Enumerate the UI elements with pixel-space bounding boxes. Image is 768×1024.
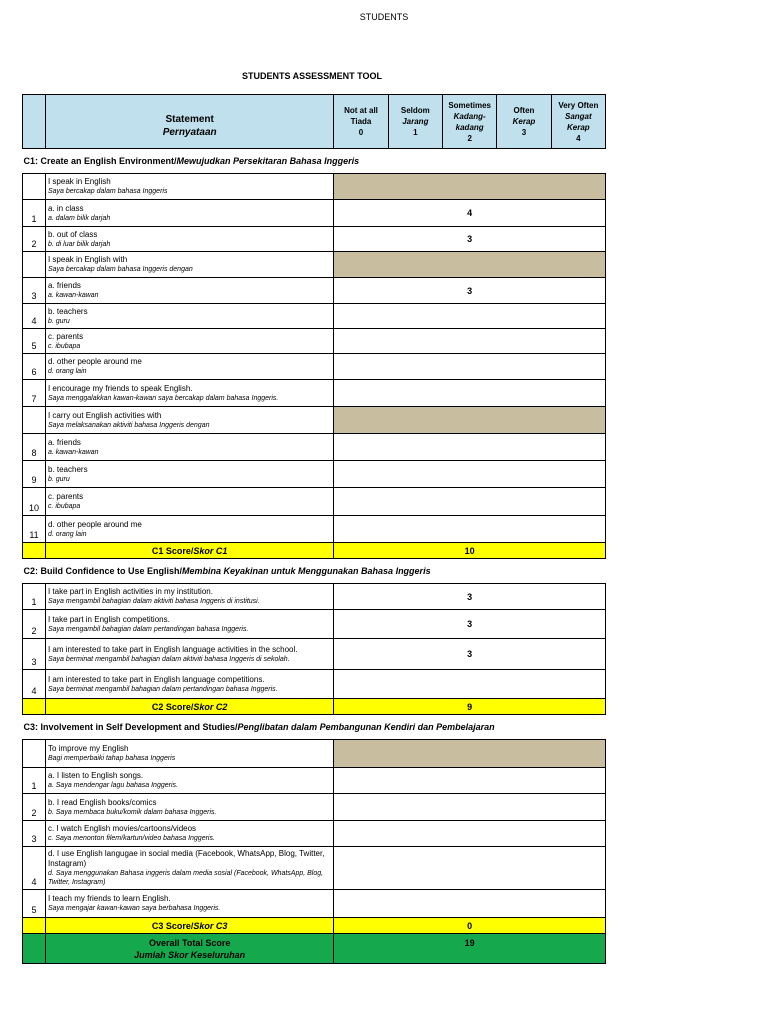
statement-en: a. I listen to English songs. <box>47 771 144 780</box>
section-title-en: C3: Involvement in Self Development and Studies/ <box>23 722 238 732</box>
score-cell[interactable] <box>334 488 606 516</box>
item-number: 2 <box>23 794 46 821</box>
section-title-ms: Membina Keyakinan untuk Menggunakan Bahasa Inggeris <box>182 566 431 576</box>
score-cell[interactable]: 3 <box>334 227 606 252</box>
score-cell[interactable] <box>334 354 606 380</box>
section-score-value: 9 <box>334 699 606 715</box>
score-cell[interactable]: 3 <box>334 278 606 304</box>
item-number: 2 <box>23 227 46 252</box>
statement-ms: a. kawan-kawan <box>47 448 99 456</box>
table-row <box>23 434 606 461</box>
statement-en: a. friends <box>47 281 81 290</box>
overall-score-label: Overall Total Score Jumlah Skor Keseluruhan <box>45 934 333 964</box>
table-row <box>23 821 606 847</box>
statement-cell <box>45 794 333 821</box>
table-row <box>23 516 606 543</box>
statement-cell <box>45 516 333 543</box>
statement-ms: b. Saya membaca buku/komik dalam bahasa Inggeris. <box>47 808 217 816</box>
statement-ms: c. ibubapa <box>47 342 81 350</box>
score-cell[interactable] <box>334 516 606 543</box>
item-number: 1 <box>23 768 46 794</box>
item-number: 11 <box>23 516 46 543</box>
statement-ms: d. orang lain <box>47 368 87 375</box>
score-cell[interactable] <box>334 890 606 918</box>
item-number <box>23 740 46 768</box>
statement-cell <box>45 174 333 200</box>
score-cell[interactable]: 3 <box>334 639 606 670</box>
section-title <box>23 559 606 584</box>
statement-ms: Saya mengajar kawan-kawan saya berbahasa Inggeris. <box>47 905 221 912</box>
score-cell[interactable] <box>334 768 606 794</box>
statement-ms: Saya melaksanakan aktiviti bahasa Inggeris dengan <box>47 421 210 429</box>
statement-cell <box>45 740 333 768</box>
statement-en: b. teachers <box>47 306 88 316</box>
statement-en: a. friends <box>47 437 81 447</box>
shaded-score-cell <box>334 252 606 278</box>
statement-cell <box>45 329 333 354</box>
item-number <box>23 174 46 200</box>
item-number: 3 <box>23 639 46 670</box>
item-number: 4 <box>23 847 46 890</box>
statement-ms: c. Saya menonton filem/kartun/video bahasa Inggeris. <box>47 835 215 842</box>
page-header: STUDENTS <box>359 12 409 22</box>
item-number: 3 <box>23 821 46 847</box>
statement-en: b. I read English books/comics <box>47 797 157 807</box>
statement-en: I am interested to take part in English language activities in the school. <box>47 644 298 654</box>
score-cell[interactable] <box>334 794 606 821</box>
score-cell[interactable]: 3 <box>334 610 606 639</box>
table-row <box>23 174 606 200</box>
section-score-label: C1 Score/Skor C1 <box>45 543 333 559</box>
statement-ms: c. ibubapa <box>47 503 81 510</box>
table-row <box>23 794 606 821</box>
statement-en: c. I watch English movies/cartoons/videos <box>47 824 197 833</box>
statement-cell <box>45 488 333 516</box>
table-row <box>23 200 606 227</box>
statement-label: Statement <box>165 113 214 125</box>
statement-cell <box>45 768 333 794</box>
statement-cell <box>45 434 333 461</box>
section-header-c2 <box>23 559 606 584</box>
document-title: STUDENTS ASSESSMENT TOOL <box>241 71 382 81</box>
statement-en: I take part in English activities in my institution. <box>47 587 213 596</box>
score-cell[interactable] <box>334 329 606 354</box>
statement-cell <box>45 461 333 488</box>
statement-cell <box>45 304 333 329</box>
table-row <box>23 329 606 354</box>
statement-en: b. out of class <box>47 229 98 239</box>
table-row <box>23 278 606 304</box>
item-number: 9 <box>23 461 46 488</box>
table-row <box>23 639 606 670</box>
item-number <box>23 252 46 278</box>
item-number: 5 <box>23 890 46 918</box>
statement-cell <box>45 407 333 434</box>
statement-en: To improve my English <box>47 744 129 753</box>
statement-en: d. other people around me <box>47 357 142 366</box>
section-score-value: 10 <box>334 543 606 559</box>
statement-ms: Saya mengambil bahagian dalam pertandingan bahasa Inggeris. <box>47 625 249 633</box>
statement-ms: a. dalam bilik darjah <box>47 214 111 222</box>
statement-en: a. in class <box>47 203 84 213</box>
number-column-header <box>23 95 46 149</box>
score-cell[interactable] <box>334 304 606 329</box>
statement-cell <box>45 821 333 847</box>
score-cell[interactable] <box>334 847 606 890</box>
table-row <box>23 488 606 516</box>
section-header-c1 <box>23 149 606 174</box>
score-cell[interactable]: 4 <box>334 200 606 227</box>
statement-cell <box>45 252 333 278</box>
section-score-row-c1 <box>23 543 606 559</box>
statement-ms: Saya menggalakkan kawan-kawan saya bercakap dalam bahasa Inggeris. <box>47 394 279 402</box>
table-row <box>23 768 606 794</box>
table-row <box>23 407 606 434</box>
statement-en: I speak in English <box>47 177 111 186</box>
statement-en: d. I use English langugae in social media (Facebook, WhatsApp, Blog, Twitter, Instagram) <box>47 849 325 868</box>
table-row <box>23 740 606 768</box>
col-header-very-often: Very Often Sangat Kerap 4 <box>551 95 605 149</box>
statement-label-ms: Pernyataan <box>162 126 217 138</box>
statement-cell <box>45 380 333 407</box>
score-cell[interactable] <box>334 821 606 847</box>
item-number: 1 <box>23 200 46 227</box>
section-title-en: C2: Build Confidence to Use English/ <box>23 566 183 576</box>
section-score-row-c2 <box>23 699 606 715</box>
table-row <box>23 354 606 380</box>
statement-cell <box>45 670 333 699</box>
item-number: 4 <box>23 304 46 329</box>
section-score-label: C3 Score/Skor C3 <box>45 918 333 934</box>
section-title-ms: Penglibatan dalam Pembangunan Kendiri dan Pembelajaran <box>237 722 495 732</box>
statement-ms: a. Saya mendengar lagu bahasa Inggeris. <box>47 782 178 789</box>
statement-en: d. other people around me <box>47 519 142 529</box>
table-row <box>23 461 606 488</box>
overall-score-value: 19 <box>334 934 606 964</box>
table-row <box>23 890 606 918</box>
statement-cell <box>45 354 333 380</box>
statement-ms: Saya bercakap dalam bahasa Inggeris <box>47 188 168 195</box>
table-row <box>23 304 606 329</box>
col-header-sometimes: Sometimes Kadang-kadang 2 <box>443 95 497 149</box>
item-number: 6 <box>23 354 46 380</box>
score-cell[interactable] <box>334 670 606 699</box>
statement-column-header <box>45 95 333 149</box>
table-row <box>23 584 606 610</box>
shaded-score-cell <box>334 407 606 434</box>
shaded-score-cell <box>334 740 606 768</box>
statement-en: I am interested to take part in English language competitions. <box>47 674 265 684</box>
item-number: 1 <box>23 584 46 610</box>
statement-en: I carry out English activities with <box>47 410 162 420</box>
statement-cell <box>45 847 333 890</box>
overall-score-row <box>23 934 606 964</box>
statement-en: I teach my friends to learn English. <box>47 894 171 903</box>
table-row <box>23 227 606 252</box>
statement-ms: Saya berminat mengambil bahagian dalam pertandingan bahasa Inggeris. <box>47 685 278 693</box>
statement-cell <box>45 584 333 610</box>
statement-cell <box>45 278 333 304</box>
table-row <box>23 380 606 407</box>
score-cell[interactable]: 3 <box>334 584 606 610</box>
item-number: 5 <box>23 329 46 354</box>
statement-ms: Saya bercakap dalam bahasa Inggeris dengan <box>47 266 193 273</box>
col-header-often: Often Kerap 3 <box>497 95 551 149</box>
section-header-c3 <box>23 715 606 740</box>
item-number: 7 <box>23 380 46 407</box>
table-row <box>23 670 606 699</box>
column-header-row <box>23 95 606 149</box>
statement-ms: a. kawan-kawan <box>47 292 99 299</box>
section-title <box>23 715 606 740</box>
statement-ms: b. guru <box>47 475 70 483</box>
statement-cell <box>45 200 333 227</box>
section-title-en: C1: Create an English Environment/ <box>23 156 177 166</box>
col-header-not-at-all: Not at all Tiada 0 <box>334 95 388 149</box>
score-cell[interactable] <box>334 461 606 488</box>
statement-ms: Bagi memperbaiki tahap bahasa Inggeris <box>47 755 176 762</box>
item-number: 8 <box>23 434 46 461</box>
statement-ms: b. di luar bilik darjah <box>47 240 111 248</box>
statement-ms: Saya mengambil bahagian dalam aktiviti bahasa Inggeris di institusi. <box>47 598 260 605</box>
item-number <box>23 407 46 434</box>
score-cell[interactable] <box>334 380 606 407</box>
item-number: 10 <box>23 488 46 516</box>
item-number: 4 <box>23 670 46 699</box>
statement-ms: d. orang lain <box>47 530 87 538</box>
table-row <box>23 610 606 639</box>
shaded-score-cell <box>334 174 606 200</box>
section-score-row-c3 <box>23 918 606 934</box>
statement-cell <box>45 610 333 639</box>
statement-en: I encourage my friends to speak English. <box>47 383 193 393</box>
statement-ms: b. guru <box>47 317 70 325</box>
item-number: 3 <box>23 278 46 304</box>
table-row <box>23 847 606 890</box>
statement-ms: d. Saya menggunakan Bahasa inggeris dalam media sosial (Facebook, WhatsApp, Blog, Twitter, Instagram) <box>47 870 324 886</box>
statement-en: I take part in English competitions. <box>47 614 170 624</box>
statement-ms: Saya berminat mengambil bahagian dalam aktiviti bahasa Inggeris di sekolah. <box>47 655 290 663</box>
statement-cell <box>45 890 333 918</box>
statement-en: I speak in English with <box>47 255 128 264</box>
statement-en: c. parents <box>47 492 84 501</box>
section-title-ms: Mewujudkan Persekitaran Bahasa Inggeris <box>176 156 360 166</box>
section-score-value: 0 <box>334 918 606 934</box>
assessment-table <box>22 94 606 964</box>
section-score-label: C2 Score/Skor C2 <box>45 699 333 715</box>
section-title <box>23 149 606 174</box>
score-cell[interactable] <box>334 434 606 461</box>
statement-en: c. parents <box>47 331 84 341</box>
statement-cell <box>45 639 333 670</box>
table-row <box>23 252 606 278</box>
col-header-seldom: Seldom Jarang 1 <box>388 95 442 149</box>
item-number: 2 <box>23 610 46 639</box>
statement-en: b. teachers <box>47 464 88 474</box>
statement-cell <box>45 227 333 252</box>
